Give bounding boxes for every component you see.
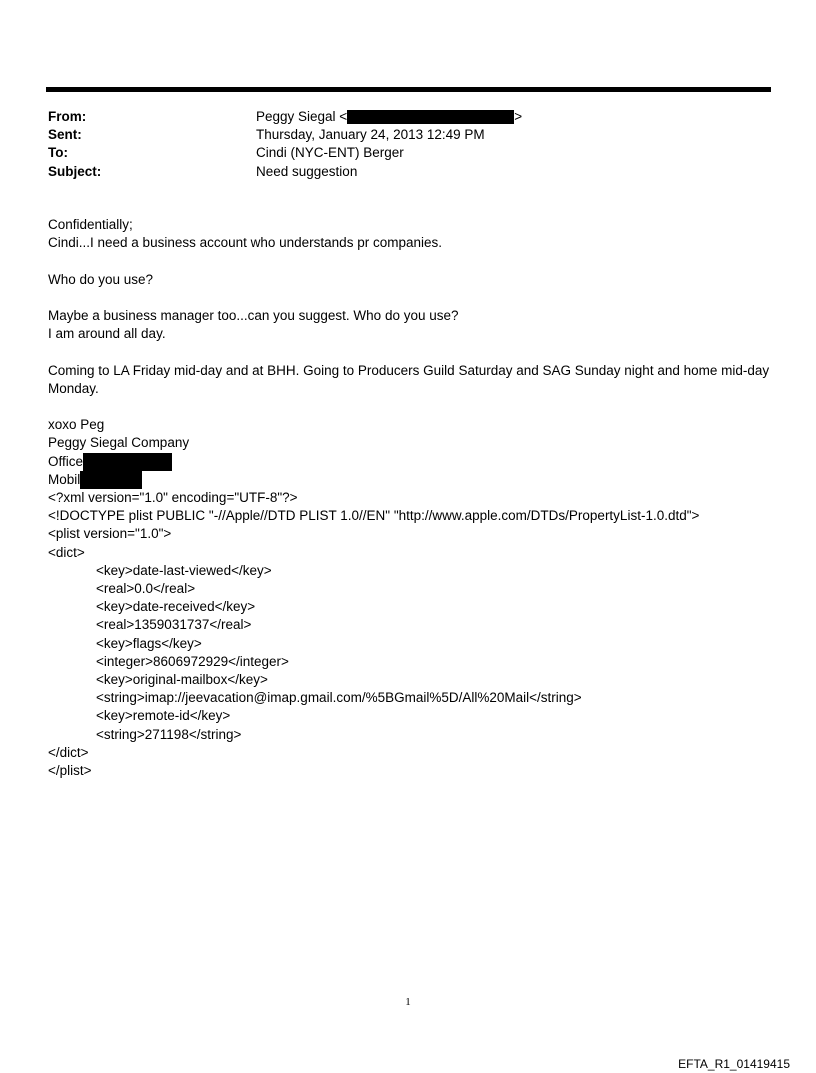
to-label: To:	[48, 145, 68, 161]
body-line: Who do you use?	[48, 271, 154, 287]
plist-line: <string>imap://jeevacation@imap.gmail.com/%5BGmail%5D/All%20Mail</string>	[96, 690, 582, 706]
plist-line: <integer>8606972929</integer>	[96, 653, 289, 669]
redacted-email	[347, 110, 514, 124]
plist-line: <key>original-mailbox</key>	[96, 672, 268, 688]
subject-label: Subject:	[48, 163, 102, 179]
to-value: Cindi (NYC-ENT) Berger	[256, 145, 404, 161]
plist-line: <plist version="1.0">	[48, 526, 172, 542]
plist-line: </dict>	[48, 744, 89, 760]
redacted-office-phone	[83, 453, 172, 471]
redacted-mobile-phone	[80, 471, 142, 489]
from-value	[256, 108, 522, 126]
signature-line: xoxo Peg	[48, 417, 105, 433]
subject-value: Need suggestion	[256, 163, 358, 179]
body-line: Confidentially;	[48, 217, 133, 232]
body-line: Coming to LA Friday mid-day and at BHH. Going to Producers Guild Saturday and SAG Sunday night and home mid-day Monday.	[48, 362, 770, 396]
signature-mobile: Mobil	[48, 471, 773, 489]
plist-line: <!DOCTYPE plist PUBLIC "-//Apple//DTD PLIST 1.0//EN" "http://www.apple.com/DTDs/PropertyList-1.0.dtd">	[48, 508, 700, 524]
plist-line: <key>flags</key>	[96, 635, 202, 651]
plist-line: <key>remote-id</key>	[96, 708, 231, 724]
page-number: 1	[405, 996, 411, 1008]
plist-line: <dict>	[48, 544, 85, 560]
plist-line: <key>date-last-viewed</key>	[96, 562, 272, 578]
body-line: I am around all day.	[48, 326, 166, 342]
header-rule	[46, 87, 771, 92]
body-line: Maybe a business manager too...can you suggest. Who do you use?	[48, 307, 459, 323]
document-id-stamp: EFTA_R1_01419415	[678, 1057, 790, 1071]
plist-line: <key>date-received</key>	[96, 599, 256, 615]
plist-line: <?xml version="1.0" encoding="UTF-8"?>	[48, 489, 298, 505]
plist-line: <string>271198</string>	[96, 726, 242, 742]
sent-value: Thursday, January 24, 2013 12:49 PM	[256, 127, 485, 143]
from-label: From:	[48, 109, 87, 124]
signature-line: Peggy Siegal Company	[48, 435, 190, 451]
sent-label: Sent:	[48, 127, 82, 143]
plist-line: <real>0.0</real>	[96, 581, 196, 596]
signature-office: Office	[48, 453, 773, 471]
plist-line: <real>1359031737</real>	[96, 617, 252, 633]
body-line: Cindi...I need a business account who understands pr companies.	[48, 235, 442, 251]
plist-line: </plist>	[48, 763, 92, 779]
email-body	[48, 216, 773, 780]
from-name: Peggy Siegal <	[256, 109, 348, 124]
from-close: >	[514, 109, 523, 124]
